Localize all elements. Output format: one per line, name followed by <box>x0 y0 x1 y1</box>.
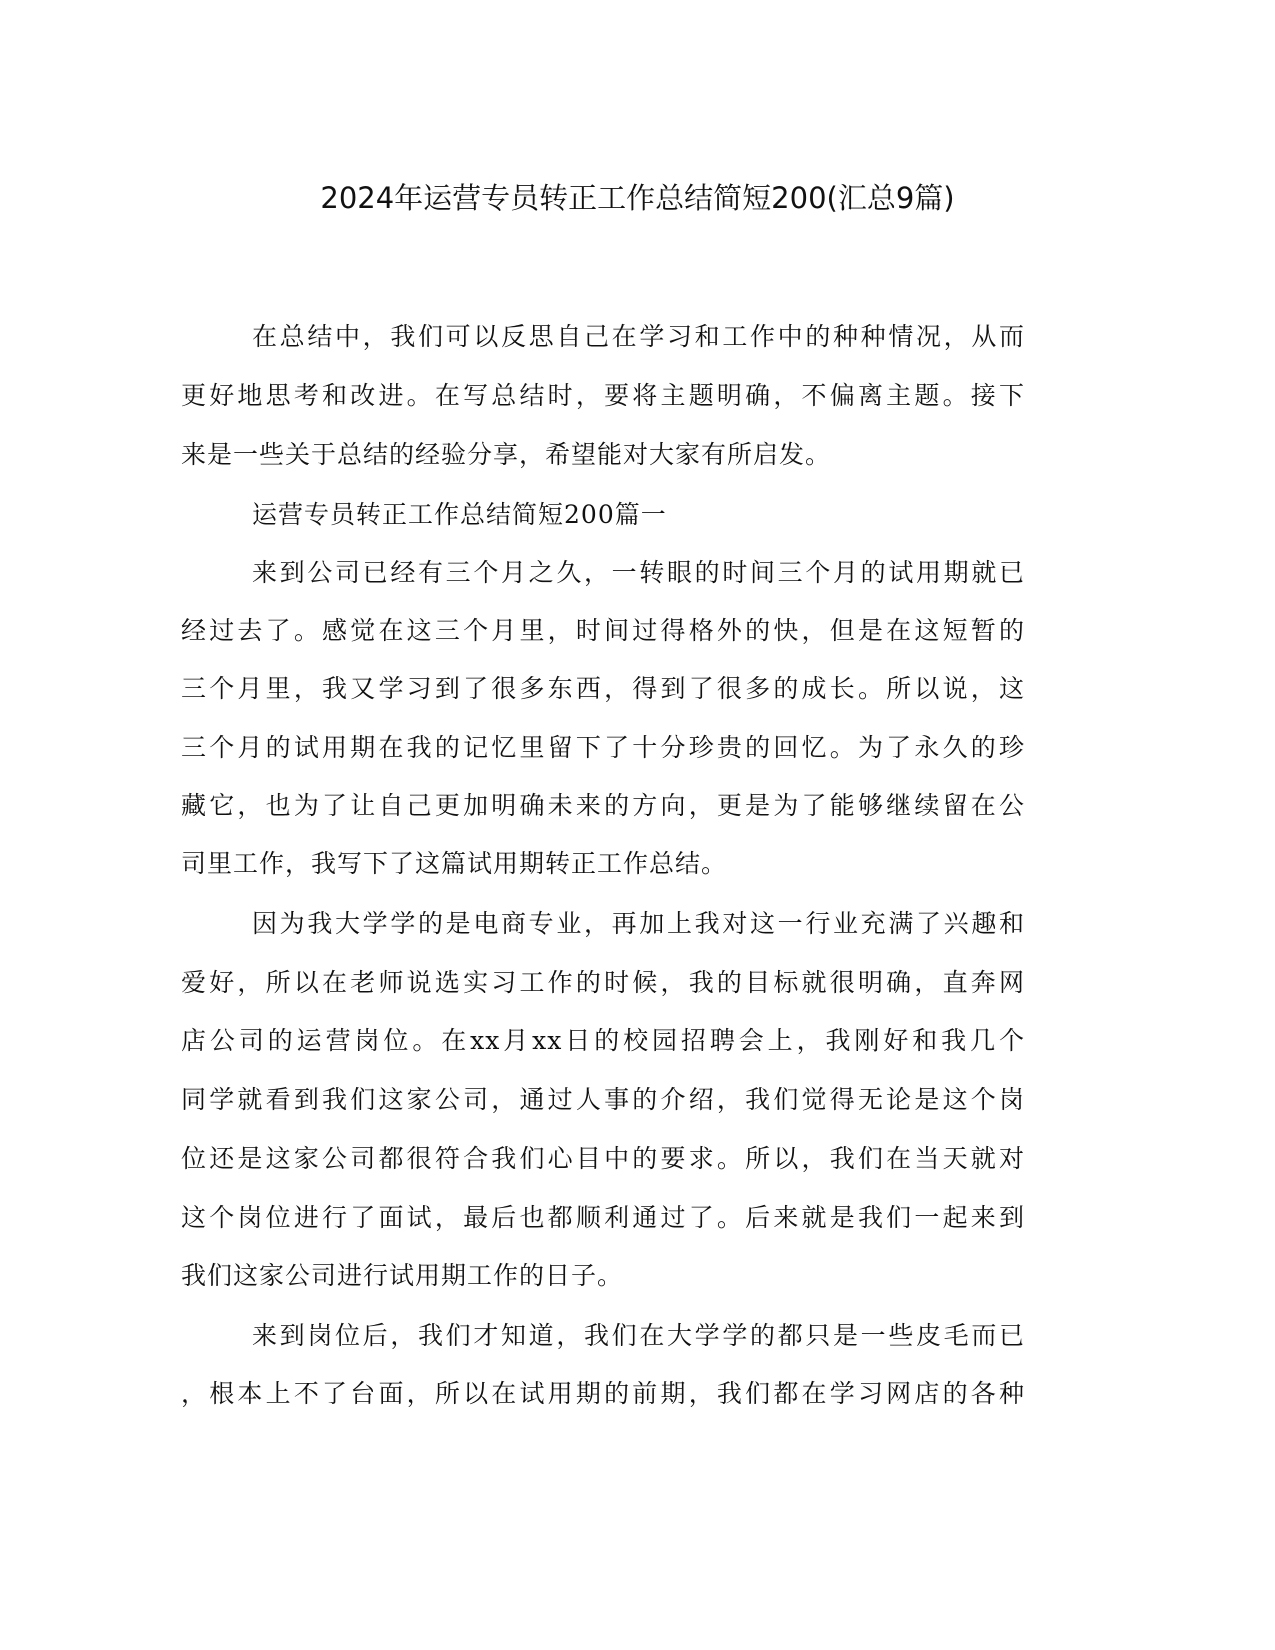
paragraph-line: 同学就看到我们这家公司，通过人事的介绍，我们觉得无论是这个岗 <box>181 1085 1025 1114</box>
paragraph-line: 藏它，也为了让自己更加明确未来的方向，更是为了能够继续留在公 <box>181 791 1025 820</box>
paragraph-line: 来到公司已经有三个月之久，一转眼的时间三个月的试用期就已 <box>252 558 1025 587</box>
paragraph-line: 司里工作，我写下了这篇试用期转正工作总结。 <box>181 849 728 878</box>
section-heading: 运营专员转正工作总结简短200篇一 <box>252 500 667 529</box>
paragraph-line: 店公司的运营岗位。在xx月xx日的校园招聘会上，我刚好和我几个 <box>181 1026 1025 1055</box>
document-title: 2024年运营专员转正工作总结简短200(汇总9篇) <box>320 181 955 215</box>
paragraph-line: ，根本上不了台面，所以在试用期的前期，我们都在学习网店的各种 <box>181 1379 1025 1408</box>
paragraph-line: 三个月里，我又学习到了很多东西，得到了很多的成长。所以说，这 <box>181 674 1025 703</box>
paragraph-line: 更好地思考和改进。在写总结时，要将主题明确，不偏离主题。接下 <box>181 381 1025 410</box>
paragraph-line: 三个月的试用期在我的记忆里留下了十分珍贵的回忆。为了永久的珍 <box>181 733 1025 762</box>
paragraph-line: 爱好，所以在老师说选实习工作的时候，我的目标就很明确，直奔网 <box>181 968 1025 997</box>
paragraph-line: 来到岗位后，我们才知道，我们在大学学的都只是一些皮毛而已 <box>252 1321 1025 1350</box>
paragraph-line: 来是一些关于总结的经验分享，希望能对大家有所启发。 <box>181 440 832 469</box>
paragraph-line: 经过去了。感觉在这三个月里，时间过得格外的快，但是在这短暂的 <box>181 616 1025 645</box>
paragraph-line: 因为我大学学的是电商专业，再加上我对这一行业充满了兴趣和 <box>252 909 1025 938</box>
paragraph-line: 这个岗位进行了面试，最后也都顺利通过了。后来就是我们一起来到 <box>181 1203 1025 1232</box>
paragraph-line: 我们这家公司进行试用期工作的日子。 <box>181 1261 624 1290</box>
paragraph-line: 在总结中，我们可以反思自己在学习和工作中的种种情况，从而 <box>252 322 1025 351</box>
paragraph-line: 位还是这家公司都很符合我们心目中的要求。所以，我们在当天就对 <box>181 1144 1025 1173</box>
